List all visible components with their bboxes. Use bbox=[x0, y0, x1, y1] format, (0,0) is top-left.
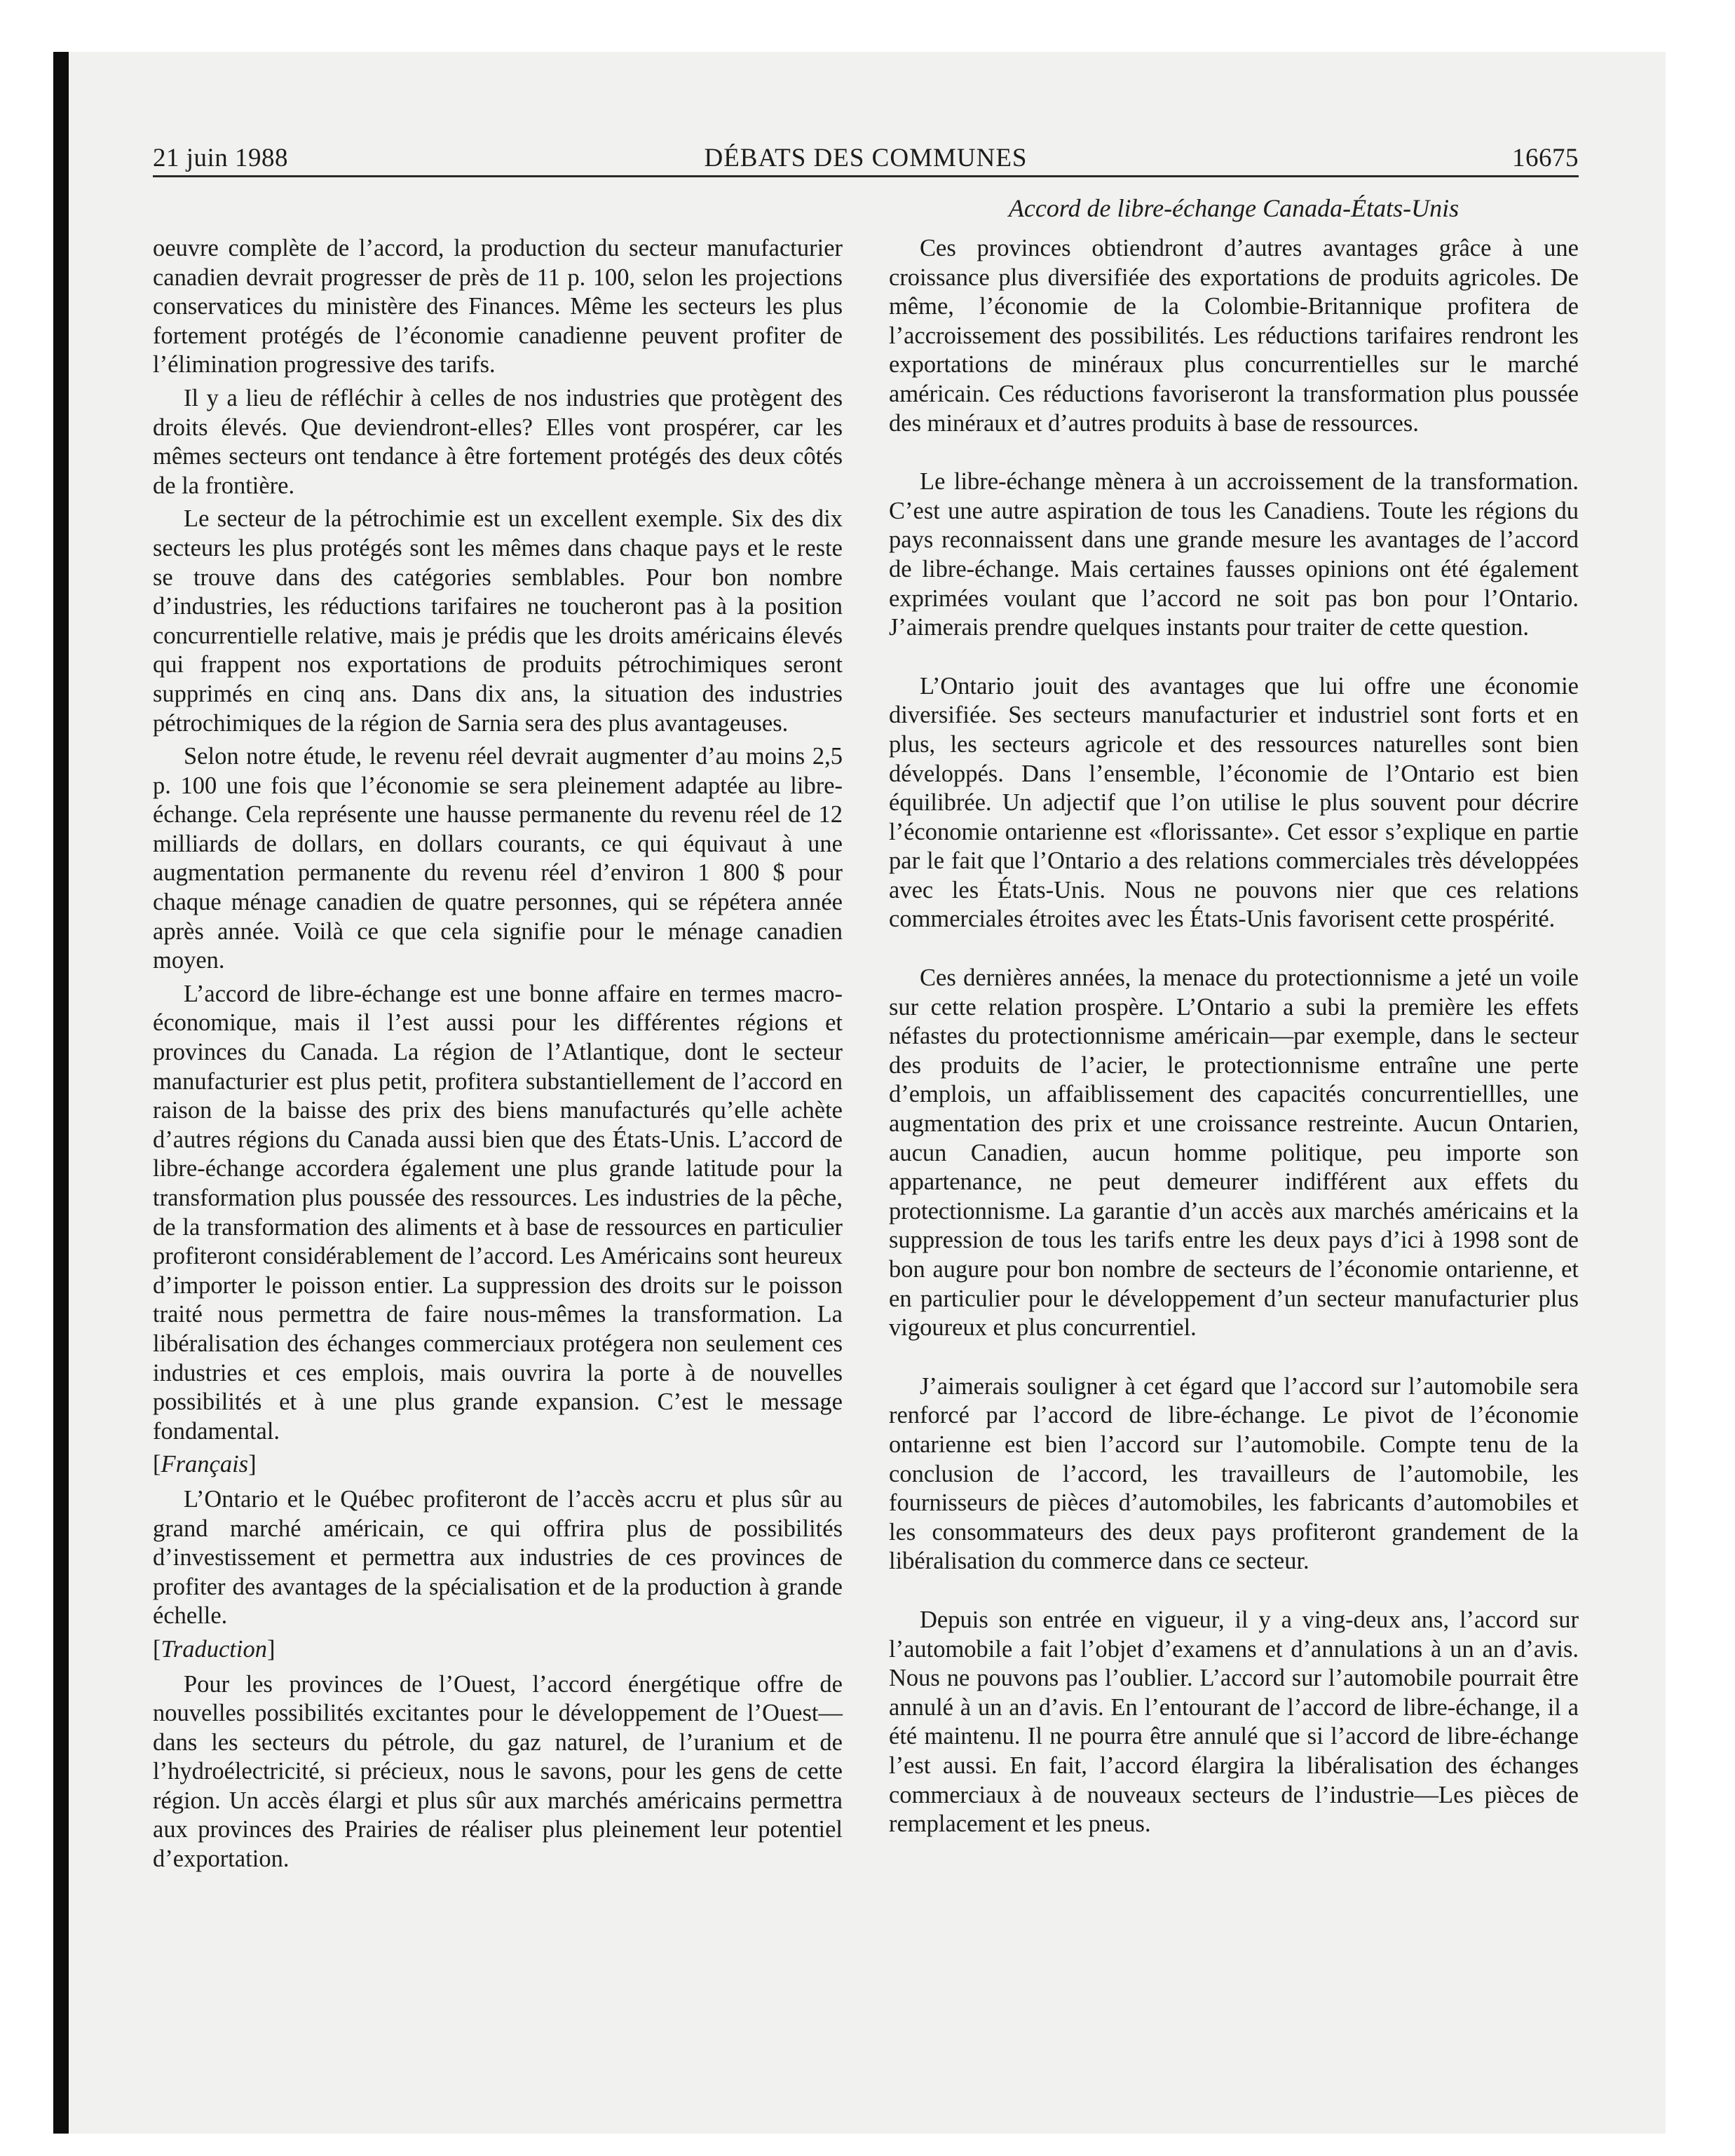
header-rule bbox=[153, 175, 1579, 177]
marker-text: Traduction bbox=[161, 1635, 267, 1663]
language-marker-francais: [Français] bbox=[153, 1451, 257, 1478]
paragraph: L’Ontario jouit des avantages que lui offre une économie diversifiée. Ses secteurs manufacturier et industriel sont forts et en plus, les secteurs agricole et des ressources naturelles sont bien développés. Dans l’ensemble, l’économie de l’Ontario est bien équilibrée. Un adjectif que l’on utilise le plus souvent pour décrire l’économie ontarienne est «florissante». Cet essor s’explique en partie par le fait que l’Ontario a des relations commerciales très développées avec les États-Unis. Nous ne pouvons nier que ces relations commerciales étroites avec les États-Unis favorisent cette prospérité. bbox=[889, 672, 1579, 933]
paragraph: Le libre-échange mènera à un accroissement de la transformation. C’est une autre aspiration de tous les Canadiens. Toute les régions du pays reconnaissent dans une grande mesure les avantages de l’accord de libre-échange. Mais certaines fausses opinions ont été également exprimées voulant que l’accord ne soit pas bon pour l’Ontario. J’aimerais prendre quelques instants pour traiter de cette question. bbox=[889, 468, 1579, 641]
paragraph: Il y a lieu de réfléchir à celles de nos industries que protègent des droits élevés. Que deviendront-elles? Elles vont prospérer, car les mêmes secteurs ont tendance à être fortement protégés des deux côtés de la frontière. bbox=[153, 384, 843, 499]
left-column bbox=[153, 234, 843, 1878]
paragraph: Ces dernières années, la menace du protectionnisme a jeté un voile sur cette relation prospère. L’Ontario a subi la première les effets néfastes du protectionnisme américain—par exemple, dans le secteur des produits de l’acier, le protectionnisme entraîne une perte d’emplois, un affaiblissement des capacités concurrentiellles, une augmentation des prix et une croissance restreinte. Aucun Ontarien, aucun Canadien, aucun homme politique, peu importe son appartenance, ne peut demeurer indifférent aux effets du protectionnisme. La garantie d’un accès aux marchés américains et la suppression de tous les tarifs entre les deux pays d’ici à 1998 sont de bon augure pour bon nombre de secteurs de l’économie ontarienne, et en particulier pour le développement d’un secteur manufacturier plus vigoureux et plus concurrentiel. bbox=[889, 964, 1579, 1342]
paragraph: Le secteur de la pétrochimie est un excellent exemple. Six des dix secteurs les plus protégés sont les mêmes dans chaque pays et le reste se trouve dans des catégories semblables. Pour bon nombre d’industries, les réductions tarifaires ne toucheront pas à la position concurrentielle relative, mais je prédis que les droits américains élevés qui frappent nos exportations de produits pétrochimiques seront supprimés en cinq ans. Dans dix ans, la situation des industries pétrochimiques de la région de Sarnia sera des plus avantageuses. bbox=[153, 505, 843, 737]
marker-text: Français bbox=[161, 1451, 249, 1478]
paragraph: L’Ontario et le Québec profiteront de l’accès accru et plus sûr au grand marché américain, ce qui offrira plus de possibilités d’investissement et permettra aux industries de ces provinces de profiter des avantages de la spécialisation et de la production à grande échelle. bbox=[153, 1485, 843, 1630]
language-marker-traduction: [Traduction] bbox=[153, 1635, 275, 1663]
paragraph: Pour les provinces de l’Ouest, l’accord énergétique offre de nouvelles possibilités excitantes pour le développement de l’Ouest—dans les secteurs du pétrole, du gaz naturel, de l’uranium et de l’hydroélectricité, si précieux, nous le savons, pour les gens de cette région. Un accès élargi et plus sûr aux marchés américains permettra aux provinces des Prairies de réaliser plus pleinement leur potentiel d’exportation. bbox=[153, 1670, 843, 1873]
paragraph: Selon notre étude, le revenu réel devrait augmenter d’au moins 2,5 p. 100 une fois que l’économie se sera pleinement adaptée au libre-échange. Cela représente une hausse permanente du revenu réel de 12 milliards de dollars, en dollars courants, ce qui équivaut à une augmentation permanente du revenu réel d’environ 1 800 $ pour chaque ménage canadien de quatre personnes, qui se répétera année après année. Voilà ce que cela signifie pour le ménage canadien moyen. bbox=[153, 743, 843, 974]
page-number: 16675 bbox=[1512, 144, 1579, 172]
paragraph: oeuvre complète de l’accord, la production du secteur manufacturier canadien devrait progresser de près de 11 p. 100, selon les projections conservatices du ministère des Finances. Même les secteurs les plus fortement protégés de l’économie canadienne peuvent profiter de l’élimination progressive des tarifs. bbox=[153, 235, 843, 378]
page-header bbox=[153, 143, 1579, 175]
header-title: DÉBATS DES COMMUNES bbox=[704, 144, 1028, 172]
right-column bbox=[889, 234, 1579, 1843]
scan-edge-bar bbox=[53, 52, 69, 2134]
paragraph: Ces provinces obtiendront d’autres avantages grâce à une croissance plus diversifiée des exportations de produits agricoles. De même, l’économie de la Colombie-Britannique profitera de l’accroissement des possibilités. Les réductions tarifaires rendront les exportations de minéraux plus concurrentielles sur le marché américain. Ces réductions favoriseront la transformation plus poussée des minéraux et d’autres produits à base de ressources. bbox=[889, 235, 1579, 437]
paragraph: L’accord de libre-échange est une bonne affaire en termes macro-économique, mais il l’est aussi pour les différentes régions et provinces du Canada. La région de l’Atlantique, dont le secteur manufacturier est plus petit, profitera substantiellement de l’accord en raison de la baisse des prix des biens manufacturés qu’elle achète d’autres régions du Canada aussi bien que des États-Unis. L’accord de libre-échange accordera également une plus grande latitude pour la transformation plus poussée des ressources. Les industries de la pêche, de la transformation des aliments et à base de ressources en particulier profiteront considérablement de l’accord. Les Américains sont heureux d’importer le poisson entier. La suppression des droits sur le poisson traité nous permettra de faire nous-mêmes la transformation. La libéralisation des échanges commerciaux protégera non seulement ces industries et ces emplois, mais ouvrira la porte à de nouvelles possibilités et à une plus grande expansion. C’est le message fondamental. bbox=[153, 980, 843, 1445]
running-head: Accord de libre-échange Canada-États-Unis bbox=[1008, 194, 1460, 222]
paragraph: J’aimerais souligner à cet égard que l’accord sur l’automobile sera renforcé par l’accord de libre-échange. Le pivot de l’économie ontarienne est bien l’accord sur l’automobile. Compte tenu de la conclusion de l’accord, les travailleurs de l’automobile, les fournisseurs de pièces d’automobiles, les fabricants d’automobiles et les consommateurs des deux pays profiteront grandement de la libéralisation du commerce dans ce secteur. bbox=[889, 1372, 1579, 1575]
paragraph: Depuis son entrée en vigueur, il y a ving-deux ans, l’accord sur l’automobile a fait l’objet d’examens et d’annulations à un an d’avis. Nous ne pouvons pas l’oublier. L’accord sur l’automobile pourrait être annulé à un an d’avis. En l’entourant de l’accord de libre-échange, il a été maintenu. Il ne pourra être annulé que si l’accord de libre-échange l’est aussi. En fait, l’accord élargira la libéralisation des échanges commerciaux à de nouveaux secteurs de l’industrie—Les pièces de remplacement et les pneus. bbox=[889, 1606, 1579, 1838]
header-date: 21 juin 1988 bbox=[153, 144, 289, 172]
